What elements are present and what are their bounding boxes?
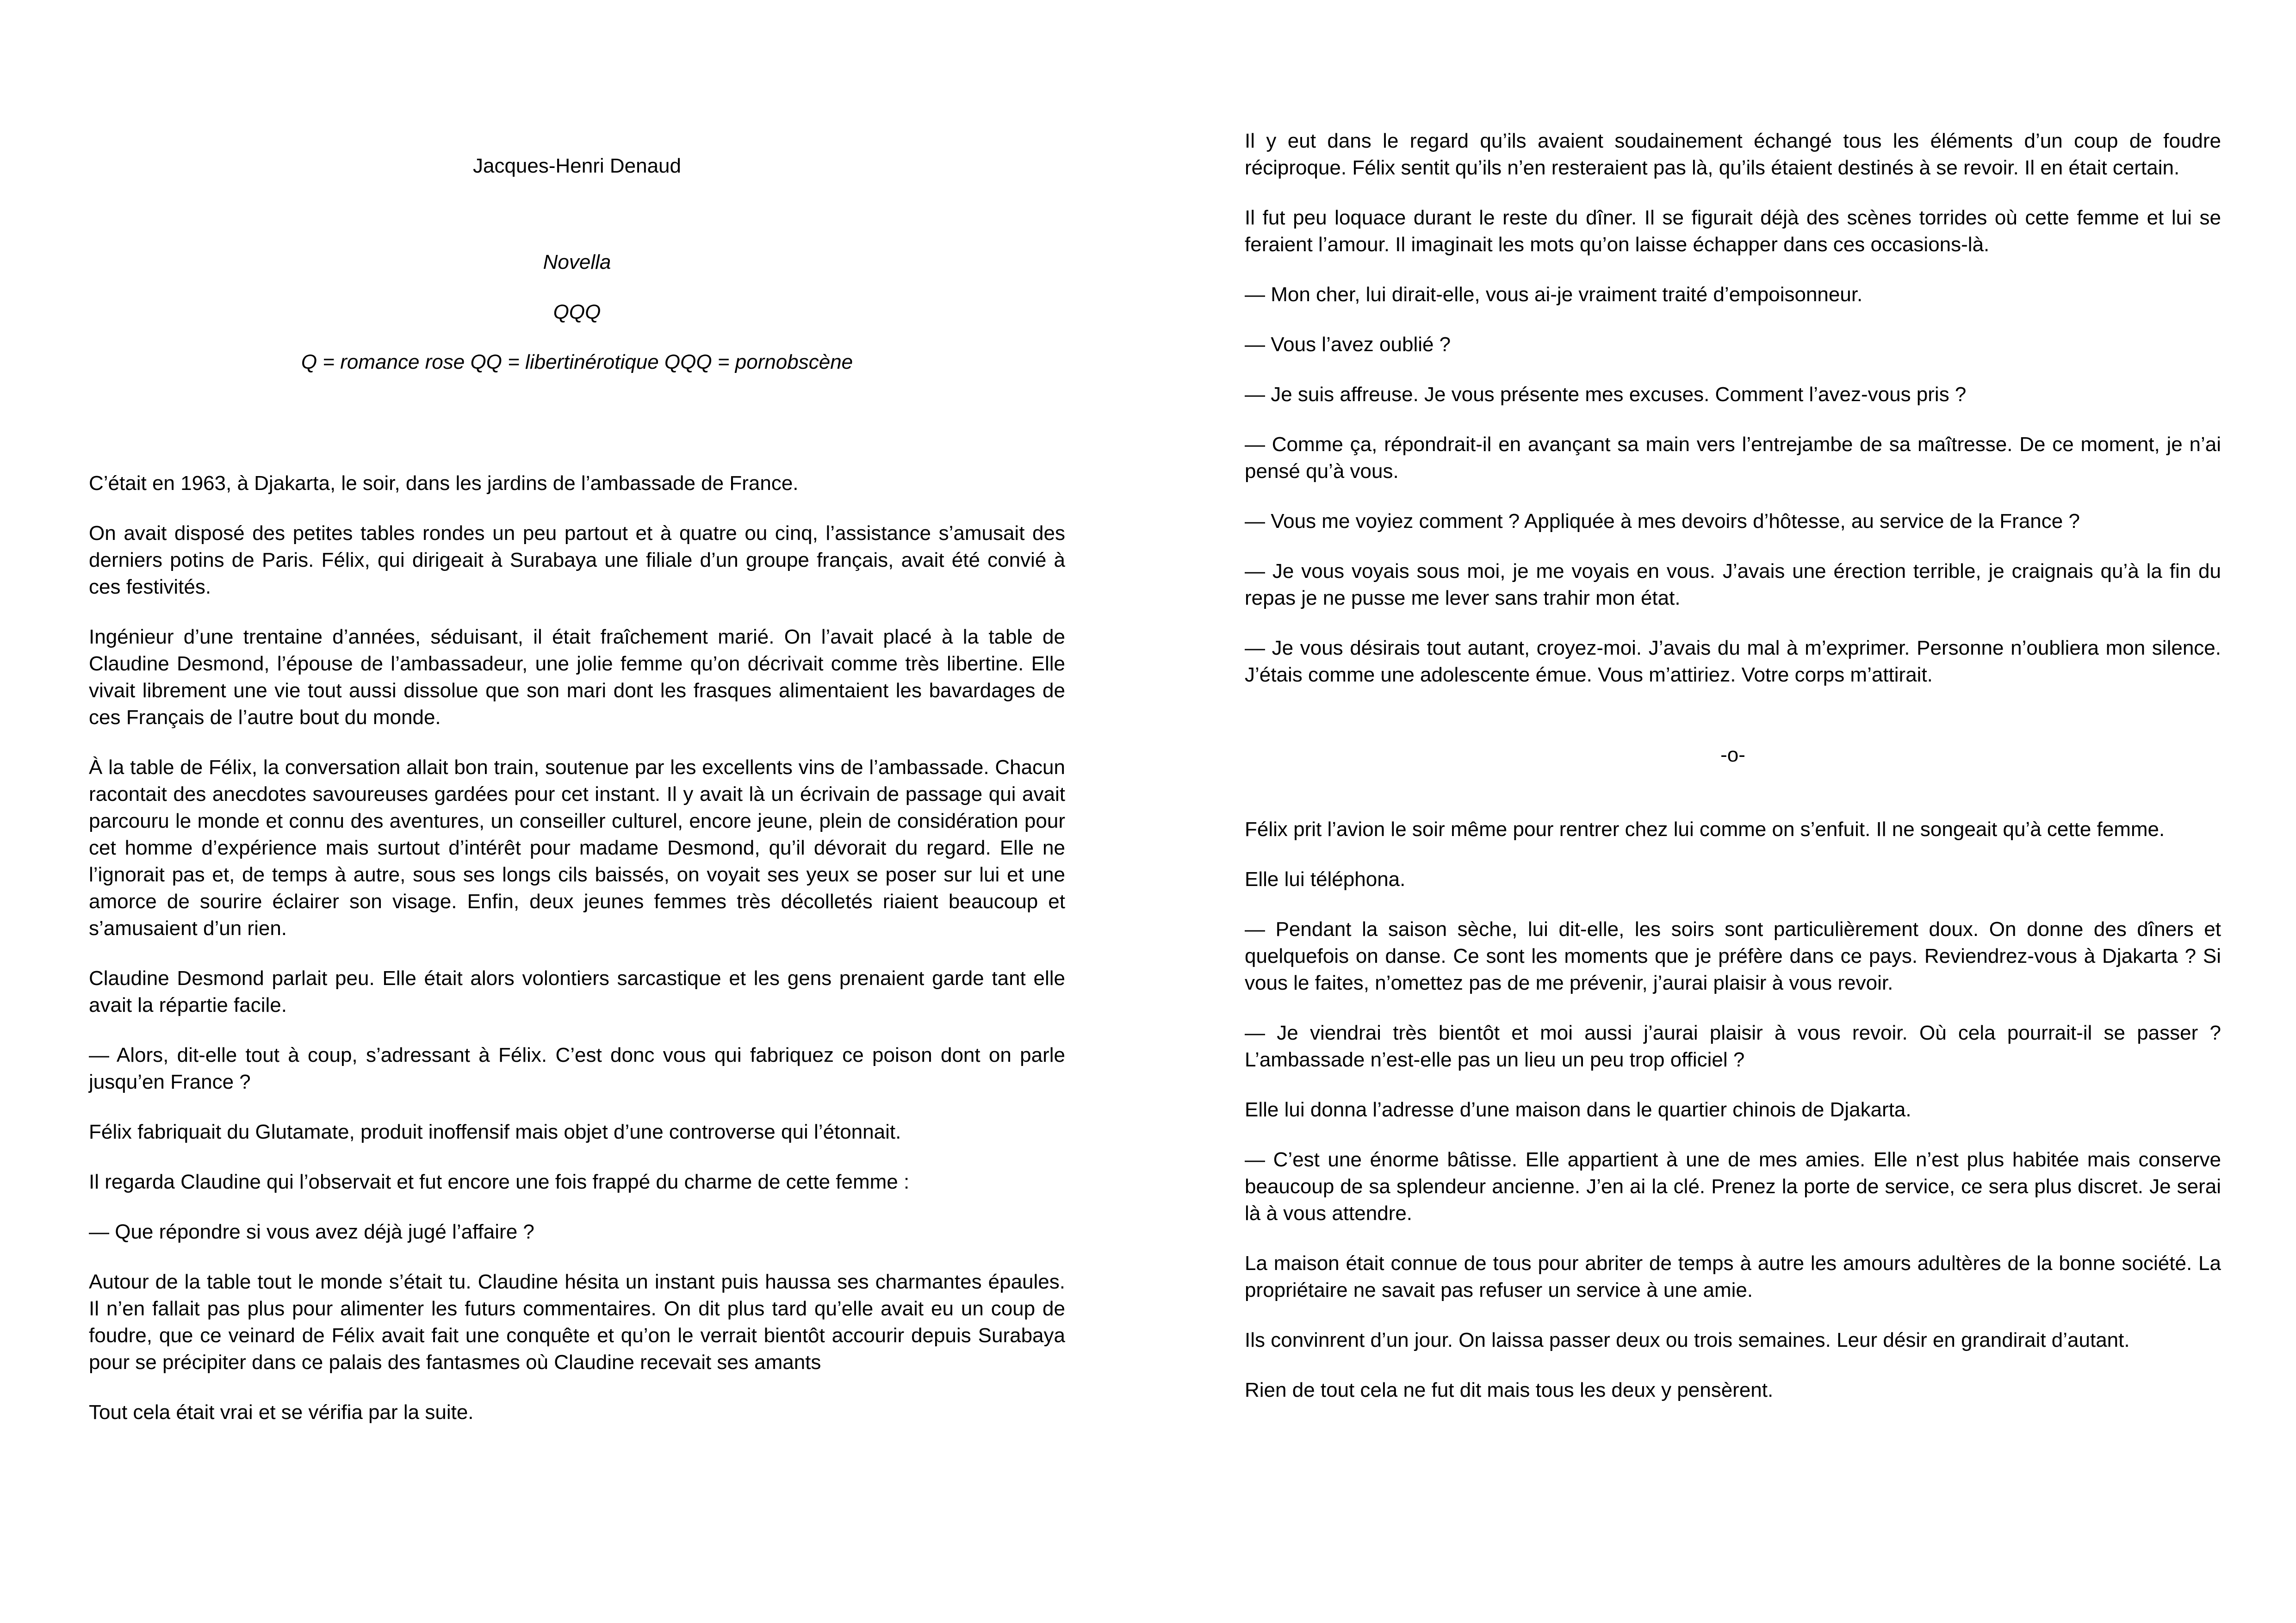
paragraph: On avait disposé des petites tables rondes un peu partout et à quatre ou cinq, l’assistance s’amusait des derniers potins de Paris. Félix, qui dirigeait à Surabaya une filiale d’un groupe français, avait été convié à ces festivités. bbox=[89, 522, 1065, 598]
paragraph: Elle lui téléphona. bbox=[1245, 868, 1406, 891]
paragraph: — C’est une énorme bâtisse. Elle appartient à une de mes amies. Elle n’est plus habitée mais conserve beaucoup de sa splendeur ancienne. J’en ai la clé. Prenez la porte de service, ce sera plus discret. Je serai là à vous attendre. bbox=[1245, 1148, 2221, 1225]
paragraph: — Pendant la saison sèche, lui dit-elle, les soirs sont particulièrement doux. On donne des dîners et quelquefois on danse. Ce sont les moments que je préfère dans ce pays. Reviendrez-vous à Djakarta ? Si vous le faites, n’omettez pas de me prévenir, j’aurai plaisir à vous revoir. bbox=[1245, 918, 2221, 994]
paragraph: Ingénieur d’une trentaine d’années, séduisant, il était fraîchement marié. On l’avait placé à la table de Claudine Desmond, l’épouse de l’ambassadeur, une jolie femme qu’on décrivait comme très libertine. Elle vivait librement une vie tout aussi dissolue que son mari dont les frasques alimentaient les bavardages de ces Français de l’autre bout du monde. bbox=[89, 626, 1065, 729]
rating-label: QQQ bbox=[553, 301, 601, 323]
paragraph: Félix fabriquait du Glutamate, produit inoffensif mais objet d’une controverse qui l’étonnait. bbox=[89, 1121, 901, 1143]
paragraph: La maison était connue de tous pour abriter de temps à autre les amours adultères de la bonne société. La propriétaire ne savait pas refuser un service à une amie. bbox=[1245, 1252, 2221, 1301]
paragraph: Ils convinrent d’un jour. On laissa passer deux ou trois semaines. Leur désir en grandirait d’autant. bbox=[1245, 1329, 2130, 1351]
paragraph: — Je viendrai très bientôt et moi aussi j’aurai plaisir à vous revoir. Où cela pourrait-il se passer ? L’ambassade n’est-elle pas un lieu un peu trop officiel ? bbox=[1245, 1022, 2221, 1071]
genre-label: Novella bbox=[543, 251, 611, 273]
paragraph: Félix prit l’avion le soir même pour rentrer chez lui comme on s’enfuit. Il ne songeait qu’à cette femme. bbox=[1245, 818, 2165, 841]
paragraph: — Vous l’avez oublié ? bbox=[1245, 333, 1451, 356]
paragraph: — Que répondre si vous avez déjà jugé l’affaire ? bbox=[89, 1220, 534, 1243]
paragraph: — Je vous désirais tout autant, croyez-moi. J’avais du mal à m’exprimer. Personne n’oubliera mon silence. J’étais comme une adolescente émue. Vous m’attiriez. Votre corps m’attirait. bbox=[1245, 637, 2221, 686]
paragraph: Claudine Desmond parlait peu. Elle était alors volontiers sarcastique et les gens prenaient garde tant elle avait la répartie facile. bbox=[89, 967, 1065, 1016]
paragraph: À la table de Félix, la conversation allait bon train, soutenue par les excellents vins de l’ambassade. Chacun racontait des anecdotes savoureuses gardées pour cet instant. Il y avait là un écrivain de passage qui avait parcouru le monde et connu des aventures, un conseiller culturel, encore jeune, plein de considération pour cet homme d’expérience mais surtout d’intérêt pour madame Desmond, qu’il dévorait du regard. Elle ne l’ignorait pas et, de temps à autre, sous ses longs cils baissés, on voyait ses yeux se poser sur lui et une amorce de sourire éclairer son visage. Enfin, deux jeunes femmes très décolletés riaient beaucoup et s’amusaient d’un rien. bbox=[89, 756, 1065, 940]
paragraph: — Vous me voyiez comment ? Appliquée à mes devoirs d’hôtesse, au service de la France ? bbox=[1245, 510, 2080, 533]
paragraph: Il regarda Claudine qui l’observait et fut encore une fois frappé du charme de cette femme : bbox=[89, 1171, 910, 1193]
author-name: Jacques-Henri Denaud bbox=[472, 155, 682, 177]
paragraph: Tout cela était vrai et se vérifia par la suite. bbox=[89, 1401, 474, 1424]
paragraph: — Alors, dit-elle tout à coup, s’adressant à Félix. C’est donc vous qui fabriquez ce poison dont on parle jusqu’en France ? bbox=[89, 1044, 1065, 1093]
right-body-text-lower bbox=[1245, 816, 2221, 1427]
section-separator: -o- bbox=[1720, 743, 1745, 766]
paragraph: Il y eut dans le regard qu’ils avaient soudainement échangé tous les éléments d’un coup de foudre réciproque. Félix sentit qu’ils n’en resteraient pas là, qu’ils étaient destinés à se revoir. Il en était certain. bbox=[1245, 130, 2221, 179]
paragraph: — Je vous voyais sous moi, je me voyais en vous. J’avais une érection terrible, je craignais qu’à la fin du repas je ne pusse me lever sans trahir mon état. bbox=[1245, 560, 2221, 609]
paragraph: Rien de tout cela ne fut dit mais tous les deux y pensèrent. bbox=[1245, 1379, 1774, 1401]
paragraph: Il fut peu loquace durant le reste du dîner. Il se figurait déjà des scènes torrides où cette femme et lui se feraient l’amour. Il imaginait les mots qu’on laisse échapper dans ces occasions-là. bbox=[1245, 206, 2221, 256]
left-body-text bbox=[89, 470, 1065, 1449]
paragraph: Autour de la table tout le monde s’était tu. Claudine hésita un instant puis haussa ses charmantes épaules. Il n’en fallait pas plus pour alimenter les futurs commentaires. On dit plus tard qu’elle avait eu un coup de foudre, que ce veinard de Félix avait fait une conquête et qu’on le verrait bientôt accourir depuis Surabaya pour se précipiter dans ce palais des fantasmes où Claudine recevait ses amants bbox=[89, 1270, 1065, 1374]
right-body-text-upper bbox=[1245, 128, 2221, 712]
paragraph: C’était en 1963, à Djakarta, le soir, dans les jardins de l’ambassade de France. bbox=[89, 472, 799, 495]
paragraph: — Mon cher, lui dirait-elle, vous ai-je vraiment traité d’empoisonneur. bbox=[1245, 283, 1863, 306]
paragraph: — Je suis affreuse. Je vous présente mes excuses. Comment l’avez-vous pris ? bbox=[1245, 383, 1967, 406]
paragraph: Elle lui donna l’adresse d’une maison dans le quartier chinois de Djakarta. bbox=[1245, 1098, 1911, 1121]
paragraph: — Comme ça, répondrait-il en avançant sa main vers l’entrejambe de sa maîtresse. De ce moment, je n’ai pensé qu’à vous. bbox=[1245, 433, 2221, 483]
rating-legend: Q = romance rose QQ = libertinérotique QQQ = pornobscène bbox=[301, 351, 853, 373]
